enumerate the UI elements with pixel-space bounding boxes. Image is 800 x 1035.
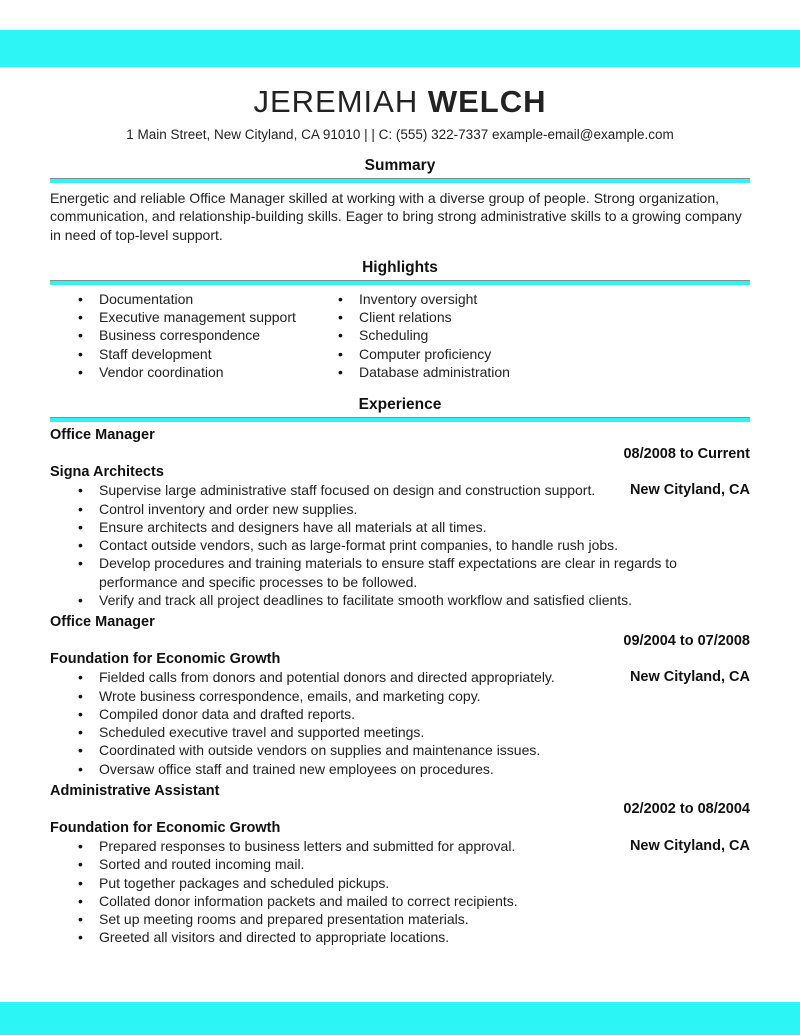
list-item: • Executive management support xyxy=(72,308,310,326)
top-accent-bar xyxy=(0,30,800,67)
list-item: • Prepared responses to business letters and submitted for approval. New Cityland, CA xyxy=(72,837,750,855)
list-item: • Client relations xyxy=(332,308,750,326)
list-item: • Oversaw office staff and trained new employees on procedures. xyxy=(72,760,750,778)
contact-line: 1 Main Street, New Cityland, CA 91010 | | C: (555) 322-7337 example-email@example.com xyxy=(126,127,674,142)
job-bullet-list xyxy=(50,837,750,947)
list-item: • Control inventory and order new supplies. xyxy=(72,500,750,518)
job-dates: 09/2004 to 07/2008 xyxy=(623,632,750,649)
job-bullet-list xyxy=(50,481,750,609)
highlights-section-title: Highlights xyxy=(362,258,438,276)
job-company: Foundation for Economic Growth xyxy=(50,650,281,667)
job-dates: 08/2008 to Current xyxy=(623,445,750,462)
list-item: • Business correspondence xyxy=(72,326,310,344)
list-item: • Scheduling xyxy=(332,326,750,344)
experience-divider xyxy=(50,417,750,422)
job-title: Office Manager xyxy=(50,614,155,631)
summary-text: Energetic and reliable Office Manager skilled at working with a diverse group of people. Strong organization, communication, and relationship-building skills. Eager to bring strong administrative skills to a growing company in need of top-level support. xyxy=(50,190,742,243)
list-item: • Contact outside vendors, such as large-format print companies, to handle rush jobs. xyxy=(72,536,750,554)
job-entry xyxy=(50,426,750,609)
list-item: • Coordinated with outside vendors on supplies and maintenance issues. xyxy=(72,741,750,759)
list-item: • Sorted and routed incoming mail. xyxy=(72,855,750,873)
job-entry xyxy=(50,782,750,947)
page-title xyxy=(50,84,750,120)
job-bullet-list xyxy=(50,668,750,778)
list-item: • Wrote business correspondence, emails, and marketing copy. xyxy=(72,687,750,705)
highlights-divider xyxy=(50,280,750,285)
job-dates: 02/2002 to 08/2004 xyxy=(623,801,750,818)
list-item: • Fielded calls from donors and potential donors and directed appropriately. New Cityland, CA xyxy=(72,668,750,686)
resume-content xyxy=(0,67,800,947)
list-item: • Ensure architects and designers have all materials at all times. xyxy=(72,518,750,536)
highlights-columns xyxy=(50,290,750,381)
list-item: • Computer proficiency xyxy=(332,345,750,363)
job-title: Office Manager xyxy=(50,427,155,444)
highlights-right-column xyxy=(310,290,750,381)
list-item: • Greeted all visitors and directed to appropriate locations. xyxy=(72,928,750,946)
job-company: Foundation for Economic Growth xyxy=(50,819,281,836)
list-item: • Inventory oversight xyxy=(332,290,750,308)
job-company: Signa Architects xyxy=(50,463,164,480)
summary-divider xyxy=(50,178,750,183)
list-item: • Scheduled executive travel and supported meetings. xyxy=(72,723,750,741)
last-name: WELCH xyxy=(427,84,547,119)
list-item: • Set up meeting rooms and prepared presentation materials. xyxy=(72,910,750,928)
list-item: • Database administration xyxy=(332,363,750,381)
list-item: • Staff development xyxy=(72,345,310,363)
job-location: New Cityland, CA xyxy=(629,837,750,854)
list-item: • Supervise large administrative staff focused on design and construction support. New Cityland, CA xyxy=(72,481,750,499)
job-title: Administrative Assistant xyxy=(50,783,220,800)
highlights-left-column xyxy=(50,290,310,381)
experience-section-title: Experience xyxy=(358,396,442,414)
job-location: New Cityland, CA xyxy=(629,669,750,686)
list-item: • Documentation xyxy=(72,290,310,308)
job-location: New Cityland, CA xyxy=(629,482,750,499)
list-item: • Put together packages and scheduled pickups. xyxy=(72,874,750,892)
first-name: JEREMIAH xyxy=(253,84,419,119)
list-item: • Verify and track all project deadlines to facilitate smooth workflow and satisfied clients. xyxy=(72,591,750,609)
bottom-accent-bar xyxy=(0,1002,800,1035)
list-item: • Vendor coordination xyxy=(72,363,310,381)
summary-section-title: Summary xyxy=(364,157,436,174)
list-item: • Develop procedures and training materials to ensure staff expectations are clear in regards to performance and specific processes to be followed. xyxy=(72,554,750,591)
list-item: • Compiled donor data and drafted reports. xyxy=(72,705,750,723)
job-entry xyxy=(50,613,750,778)
list-item: • Collated donor information packets and mailed to correct recipients. xyxy=(72,892,750,910)
